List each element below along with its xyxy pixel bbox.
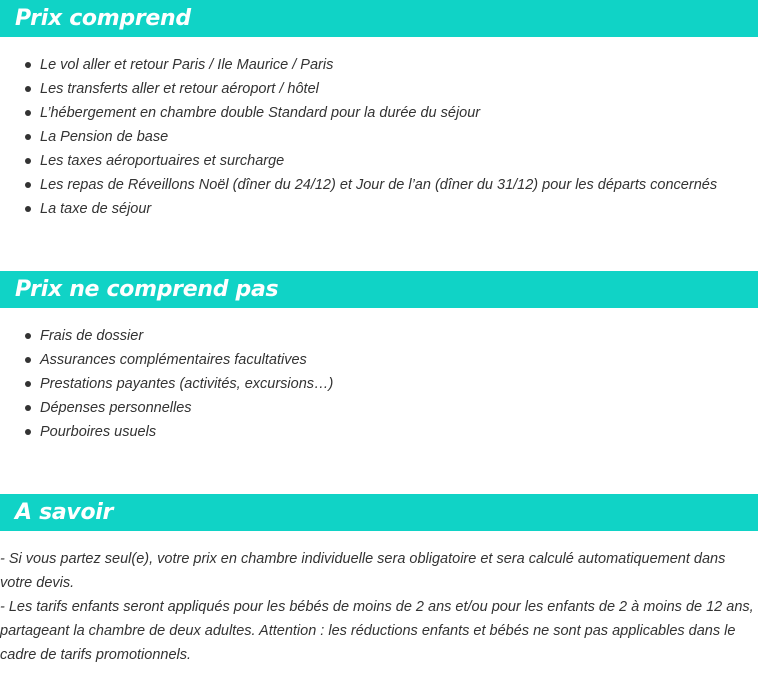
info-paragraph-children: - Les tarifs enfants seront appliqués pour les bébés de moins de 2 ans et/ou pour les enfants de 2 à moins de 12 ans, partageant la chambre de deux adultes. Attention : les réductions enfants et bébés ne sont pas applicables dans le cadre de tarifs promotionnels. xyxy=(0,599,754,663)
list-item xyxy=(0,324,758,348)
list-item-text: Dépenses personnelles xyxy=(40,400,192,416)
bullet-icon xyxy=(25,381,31,387)
bullet-icon xyxy=(25,182,31,188)
list-item xyxy=(0,348,758,372)
list-item-text: L’hébergement en chambre double Standard pour la durée du séjour xyxy=(40,105,481,121)
list-item xyxy=(0,420,758,444)
list-item xyxy=(0,396,758,420)
list-item-text: Les transferts aller et retour aéroport / hôtel xyxy=(40,81,319,97)
included-list xyxy=(0,53,758,221)
know-section-text xyxy=(0,547,756,667)
list-item xyxy=(0,125,758,149)
list-item xyxy=(0,197,758,221)
list-item xyxy=(0,372,758,396)
excluded-list xyxy=(0,324,758,444)
list-item xyxy=(0,173,758,197)
list-item xyxy=(0,77,758,101)
list-item xyxy=(0,101,758,125)
bullet-icon xyxy=(25,86,31,92)
list-item-text: Prestations payantes (activités, excursions…) xyxy=(40,376,334,392)
excluded-section-title: Prix ne comprend pas xyxy=(0,271,758,308)
list-item xyxy=(0,149,758,173)
list-item-text: Frais de dossier xyxy=(40,328,144,344)
list-item-text: Assurances complémentaires facultatives xyxy=(40,352,307,368)
list-item-text: Les taxes aéroportuaires et surcharge xyxy=(40,153,285,169)
bullet-icon xyxy=(25,357,31,363)
list-item-text: La Pension de base xyxy=(40,129,169,145)
included-section-title: Prix comprend xyxy=(0,0,758,37)
bullet-icon xyxy=(25,158,31,164)
bullet-icon xyxy=(25,110,31,116)
know-section-title: A savoir xyxy=(0,494,758,531)
bullet-icon xyxy=(25,405,31,411)
list-item xyxy=(0,53,758,77)
bullet-icon xyxy=(25,333,31,339)
bullet-icon xyxy=(25,134,31,140)
list-item-text: Pourboires usuels xyxy=(40,424,157,440)
bullet-icon xyxy=(25,206,31,212)
bullet-icon xyxy=(25,62,31,68)
info-paragraph-solo: - Si vous partez seul(e), votre prix en chambre individuelle sera obligatoire et sera calculé automatiquement dans votre devis. xyxy=(0,551,726,591)
bullet-icon xyxy=(25,429,31,435)
list-item-text: Le vol aller et retour Paris / Ile Maurice / Paris xyxy=(40,57,334,73)
list-item-text: La taxe de séjour xyxy=(40,201,152,217)
list-item-text: Les repas de Réveillons Noël (dîner du 24/12) et Jour de l’an (dîner du 31/12) pour les départs concernés xyxy=(40,177,718,193)
